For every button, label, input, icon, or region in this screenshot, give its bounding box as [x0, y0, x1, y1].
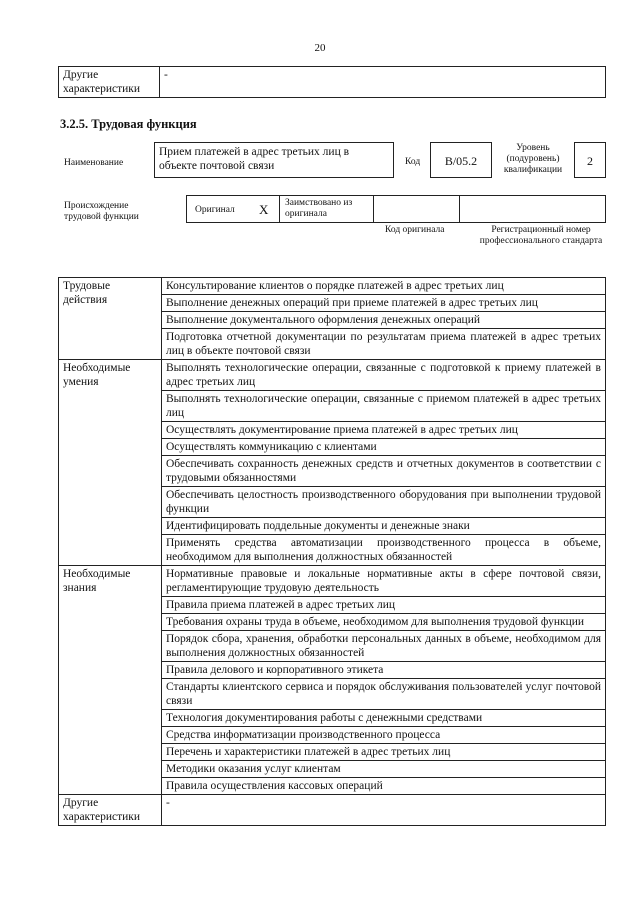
name-label: Наименование [64, 158, 124, 168]
table-cell-item: Обеспечивать сохранность денежных средств и отчетных документов в соответствии с трудовыми обязанностями [162, 456, 606, 487]
table-row [59, 360, 606, 391]
section-category-label: Необходимые умения [59, 360, 162, 566]
origin-divider-3 [459, 195, 460, 223]
code-original-label: Код оригинала [385, 225, 445, 235]
table-cell-item: Порядок сбора, хранения, обработки персональных данных в объеме, необходимом для выполнения должностных обязанностей [162, 631, 606, 662]
table-cell-item: Выполнение документального оформления денежных операций [162, 312, 606, 329]
table-cell-item: Осуществлять документирование приема платежей в адрес третьих лиц [162, 422, 606, 439]
table-cell-item: Обеспечивать целостность производственного оборудования при выполнении трудовой функции [162, 487, 606, 518]
original-label: Оригинал [195, 205, 235, 215]
table-row [59, 278, 606, 295]
reg-number-label: Регистрационный номер профессионального стандарта [479, 225, 603, 246]
table-cell-item: Выполнение денежных операций при приеме платежей в адрес третьих лиц [162, 295, 606, 312]
table-cell-item: - [162, 795, 606, 826]
table-cell-item: Выполнять технологические операции, связанные с приемом платежей в адрес третьих лиц [162, 391, 606, 422]
table-cell-item: Применять средства автоматизации производственного процесса в объеме, необходимом для выполнения должностных обязанностей [162, 535, 606, 566]
competency-table [58, 277, 606, 826]
code-label: Код [405, 157, 421, 167]
original-mark: X [259, 202, 269, 217]
other-characteristics-label: Другие характеристики [59, 67, 160, 98]
table-cell-item: Нормативные правовые и локальные нормативные акты в сфере почтовой связи, регламентирующие трудовую деятельность [162, 566, 606, 597]
table-cell-item: Идентифицировать поддельные документы и денежные знаки [162, 518, 606, 535]
other-characteristics-table [58, 66, 606, 98]
table-cell-item: Осуществлять коммуникацию с клиентами [162, 439, 606, 456]
other-characteristics-value: - [160, 67, 606, 98]
table-row [59, 566, 606, 597]
table-cell-item: Методики оказания услуг клиентам [162, 761, 606, 778]
table-cell-item: Подготовка отчетной документации по результатам приема платежей в адрес третьих лиц в объекте почтовой связи [162, 329, 606, 360]
table-cell-item: Выполнять технологические операции, связанные с подготовкой к приему платежей в адрес третьих лиц [162, 360, 606, 391]
origin-label: Происхождение трудовой функции [64, 201, 139, 222]
table-cell-item: Технология документирования работы с денежными средствами [162, 710, 606, 727]
borrowed-label: Заимствовано из оригинала [285, 198, 353, 219]
function-name: Прием платежей в адрес третьих лиц в объекте почтовой связи [154, 142, 394, 178]
code-value: B/05.2 [430, 142, 492, 178]
level-label: Уровень (подуровень) квалификации [503, 143, 563, 175]
table-cell-item: Правила делового и корпоративного этикета [162, 662, 606, 679]
origin-divider-1 [279, 195, 280, 223]
table-cell-item: Перечень и характеристики платежей в адрес третьих лиц [162, 744, 606, 761]
section-category-label: Другие характеристики [59, 795, 162, 826]
origin-divider-2 [373, 195, 374, 223]
table-cell-item: Консультирование клиентов о порядке платежей в адрес третьих лиц [162, 278, 606, 295]
table-cell-item: Стандарты клиентского сервиса и порядок обслуживания пользователей услуг почтовой связи [162, 679, 606, 710]
table-cell-item: Средства информатизации производственного процесса [162, 727, 606, 744]
table-cell-item: Правила осуществления кассовых операций [162, 778, 606, 795]
page-number: 20 [314, 42, 326, 54]
section-category-label: Трудовые действия [59, 278, 162, 360]
origin-box [186, 195, 606, 223]
table-row [59, 795, 606, 826]
table-cell-item: Требования охраны труда в объеме, необходимом для выполнения трудовой функции [162, 614, 606, 631]
table-cell-item: Правила приема платежей в адрес третьих лиц [162, 597, 606, 614]
section-category-label: Необходимые знания [59, 566, 162, 795]
level-value: 2 [574, 142, 606, 178]
section-title: 3.2.5. Трудовая функция [60, 117, 197, 131]
